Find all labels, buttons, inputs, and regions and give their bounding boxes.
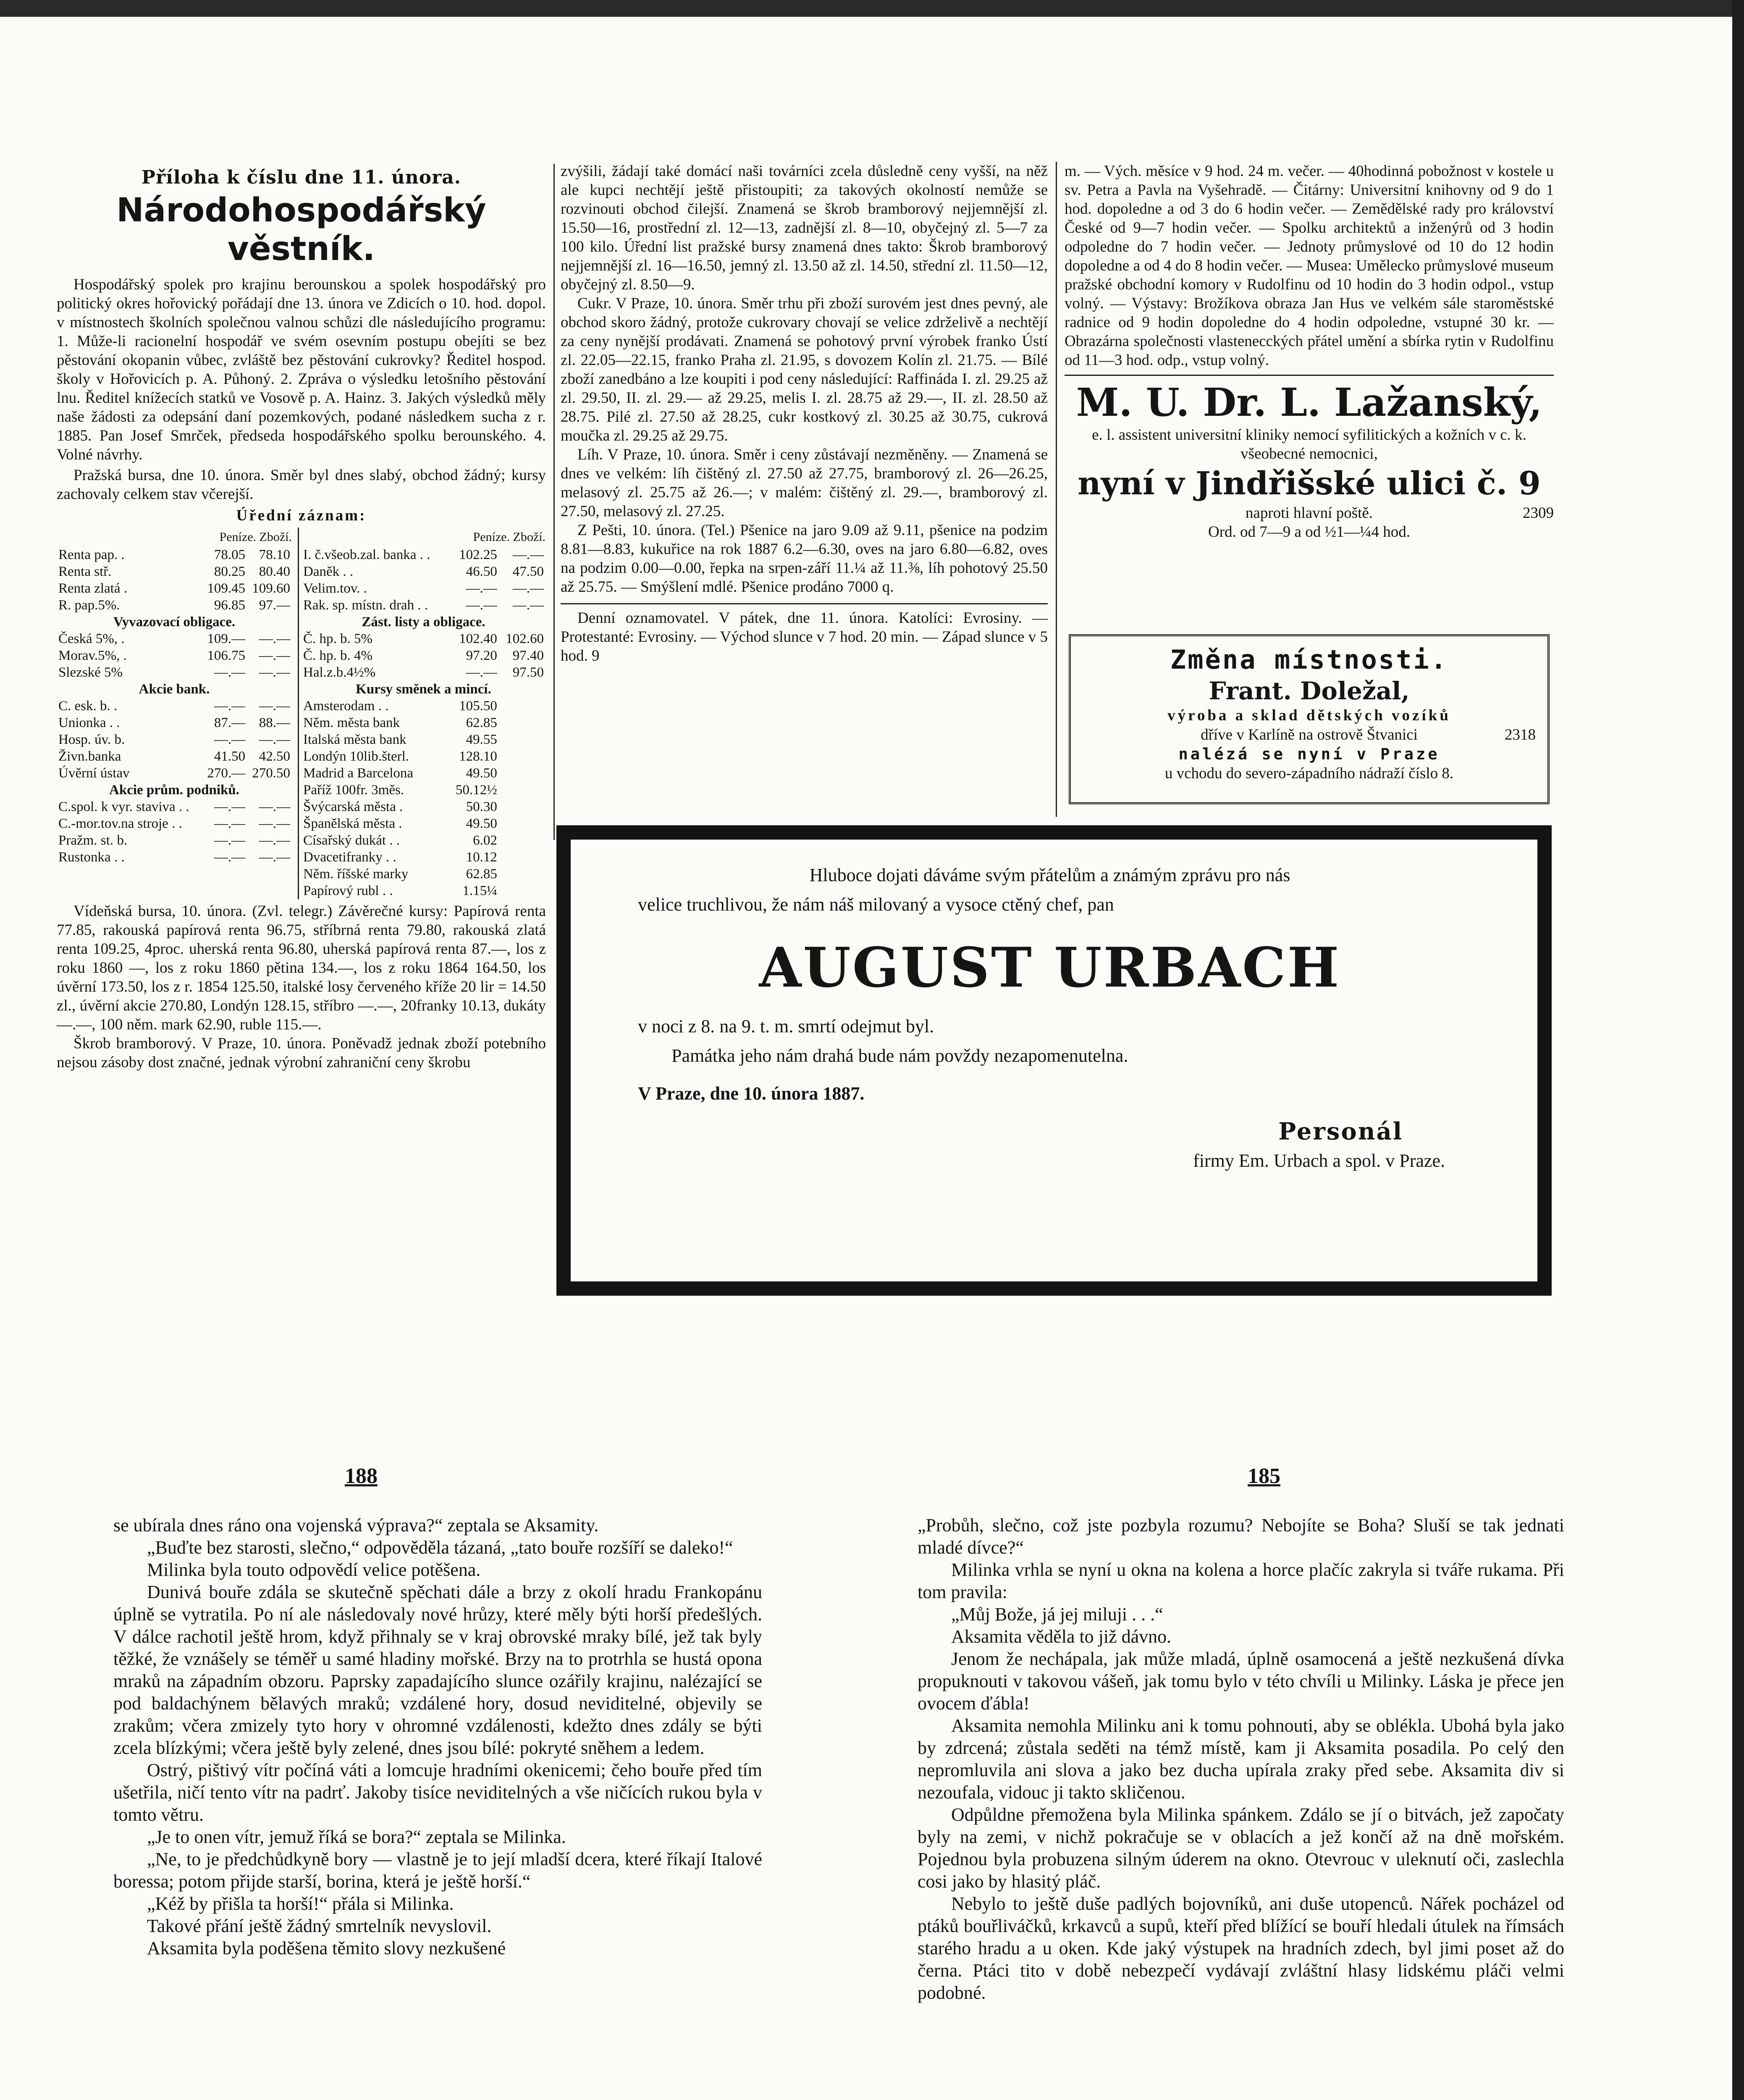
quote-right-ask	[499, 748, 545, 765]
quotes-left-table	[57, 546, 292, 866]
quote-right-row	[302, 630, 545, 647]
relocation-line-1: výroba a sklad dětských vozíků	[1167, 707, 1451, 724]
mourning-personal: Personál	[1278, 1118, 1403, 1145]
top-border	[0, 0, 1744, 17]
quote-right-label: Něm. města bank	[303, 715, 400, 730]
quote-left-ask: 270.50	[252, 766, 290, 781]
quote-left-label: Rustonka . .	[58, 850, 125, 865]
quote-left-label: Česká 5%, .	[58, 631, 125, 646]
relocation-line-3: nalézá se nyní v Praze	[1178, 745, 1440, 763]
quote-left-label: Renta stř.	[58, 564, 112, 579]
doctor-name: M. U. Dr. L. Lažanský,	[1076, 380, 1542, 425]
quote-right-bid: 6.02	[473, 833, 497, 848]
supplement-title: Příloha k číslu dne 11. února.	[141, 167, 462, 188]
doctor-hours: Ord. od 7—9 a od ½1—¼4 hod.	[1208, 523, 1410, 541]
quote-right-row	[302, 546, 545, 563]
quotes-title: Úřední záznam:	[236, 507, 367, 524]
quote-left-label: Renta zlatá .	[58, 581, 128, 596]
relocation-ad-number: 2318	[1505, 726, 1536, 743]
quote-left-label: C.-mor.tov.na stroje . .	[58, 816, 182, 831]
doctor-address-heading: nyní v Jindřišské ulici č. 9	[1078, 465, 1541, 502]
relocation-line-2: dříve v Karlíně na ostrově Štvanici	[1201, 726, 1418, 743]
quote-left-bid: —.—	[214, 833, 246, 848]
quote-left-ask: —.—	[259, 732, 290, 747]
column-rule-2	[1056, 162, 1057, 817]
quote-left-row	[57, 681, 292, 698]
quote-right-row	[302, 563, 545, 580]
right-border	[1732, 0, 1744, 2100]
quote-right-row	[302, 714, 545, 731]
quote-left-row	[57, 782, 292, 798]
story-paragraph: Nebylo to ještě duše padlých bojovníků, ani duše utopenců. Nářek pocházel od ptáků bouřliváčků, krkavců a supů, kteří před blížící se bouří hledali útulek na římsách starého hradu a u oken. Kde jaký výstupek na hradních zdech, byl jimi poset až do černa. Ptáci tito v době nebezpečí vydávají zvláštní hlasy lidskému pláči velmi podobné.	[918, 1893, 1564, 2003]
quote-left-row	[57, 563, 292, 580]
quote-right-label: Paříž 100fr. 3měs.	[303, 782, 404, 798]
quote-left-row	[57, 630, 292, 647]
quote-right-row	[302, 614, 545, 630]
rule-doctor	[1065, 375, 1554, 376]
paragraph-meeting: Hospodářský spolek pro krajinu berounskou a spolek hospodářský pro politický okres hořovický pořádají dne 13. února ve Zdicích o 10. hod. dopol. v místnostech školních společnou valnou schůzi dle následujícího programu: 1. Může-li racionelní hospodář ve svém osevním postupu obejíti se bez pěstování okopanin vůbec, zvláště bez pěstování cukrovky? Ředitel hospod. školy v Hořovicích p. A. Půhoný. 2. Zpráva o výsledku letošního pěstování lnu. Ředitel knížecích statků ve Vosově p. A. Hainz. 3. Jakých výsledků měly naše žádosti za odepsání daní pozemkových, podané následkem sucha z r. 1885. Pan Josef Smrček, předseda hospodářského spolku berounského. 4. Volné návrhy.	[57, 276, 546, 463]
paragraph-vienna-bourse: Vídeňská bursa, 10. února. (Zvl. telegr.) Závěrečné kursy: Papírová renta 77.85, rakouská papírová renta 96.75, stříbrná renta 79.80, rakouská zlatá renta 109.25, 4proc. uherská renta 96.80, uherská papírová renta 87.—, los z roku 1860 —, los z roku 1860 pětina 134.—, los z roku 1864 164.50, los úvěrní 173.50, los z r. 1854 125.50, italské losy červeného kříže 20 lir = 14.50 zl., úvěrní akcie 270.80, Londýn 128.15, stříbro —.—, 20franky 10.13, dukáty —.—, 100 něm. mark 62.90, ruble 115.—.	[57, 903, 546, 1033]
quote-right-ask	[499, 882, 545, 899]
mourning-line-3: v noci z 8. na 9. t. m. smrtí odejmut byl.	[638, 1016, 934, 1037]
quote-left-section-heading: Vyvazovací obligace.	[113, 614, 236, 630]
quote-right-row	[302, 647, 545, 664]
quote-right-label: Velim.tov. .	[303, 581, 367, 596]
quote-right-row	[302, 664, 545, 681]
quote-left-ask: 42.50	[259, 749, 290, 764]
quote-left-ask: 88.—	[259, 715, 290, 730]
section-title: Národohospodářský věstník.	[116, 192, 486, 268]
mourning-line-4: Památka jeho nám drahá bude nám povždy nezapomenutelna.	[671, 1045, 1128, 1066]
quote-right-row	[302, 698, 545, 714]
quote-left-label: Úvěrní ústav	[58, 766, 130, 781]
quote-left-bid: 78.05	[214, 547, 246, 562]
story-paragraph: Dunivá bouře zdála se skutečně spěchati dále a brzy z okolí hradu Frankopánu úplně se vytratila. Po ní ale následovaly nové hrůzy, které měly býti horší předešlých. V dálce rachotil ještě hrom, když přihnaly se v kraj obrovské mraky bílé, jež tak byly těžké, že vznášely se téměř u samé hladiny mořské. Brzy na to protrhla se hustá opona mraků na západním obzoru. Paprsky zapadajícího slunce ozářily krajinu, nalézající se pod baldachýnem bělavých mraků; vzdálené hory, dosud neviditelné, objevily se zrakům; včera zmizely tyto hory v ohromné vzdálenosti, kdežto dnes zdály se býti zcela blízkými; včera ještě byly zelené, dnes jsou bílé: pokryté sněhem a ledem.	[113, 1582, 762, 1758]
quote-right-label: Něm. říšské marky	[303, 866, 409, 882]
quote-right-row	[302, 782, 545, 798]
quote-right-ask	[499, 765, 545, 782]
story-paragraph: Ostrý, pištivý vítr počíná váti a lomcuje hradními okenicemi; čeho bouře před tím ušetřila, ničí tento vítr na padrť. Jakoby tisíce neviditelných a vše ničících rukou byla v tomto větru.	[113, 1760, 762, 1825]
quote-right-bid: 62.85	[466, 715, 497, 730]
quote-left-row	[57, 714, 292, 731]
quote-left-bid: 96.85	[214, 598, 246, 613]
mourning-line-1: Hluboce dojati dáváme svým přátelům a známým zprávu pro nás	[809, 865, 1290, 885]
quote-right-ask: 97.40	[512, 648, 544, 663]
quote-right-row	[302, 866, 545, 882]
quotes-right-header: Peníze. Zboží.	[473, 530, 545, 544]
column-notices	[1065, 162, 1554, 541]
quote-left-bid: 270.—	[207, 766, 246, 781]
quote-left-row	[57, 815, 292, 832]
quote-right-section-heading: Kursy směnek a mincí.	[356, 682, 491, 697]
quote-right-bid: 46.50	[466, 564, 497, 579]
story-paragraph: Jenom že nechápala, jak může mladá, úplně osamocená a ještě nezkušená dívka propuknouti v takovou vášeň, jak tomu bylo v této chvíli u Milinky. Láska je přece jen ovocem ďábla!	[918, 1648, 1564, 1714]
quote-left-bid: 106.75	[207, 648, 246, 663]
story-paragraph: „Je to onen vítr, jemuž říká se bora?“ zeptala se Milinka.	[147, 1827, 566, 1847]
quote-left-ask: 78.10	[259, 547, 290, 562]
quotes-left-header: Peníze. Zboží.	[219, 530, 292, 544]
quotes-left	[57, 528, 292, 899]
story-paragraph: „Kéž by přišla ta horší!“ přála si Milinka.	[147, 1893, 454, 1914]
doctor-address-line	[1065, 504, 1554, 522]
quote-left-ask: 97.—	[259, 598, 290, 613]
quote-right-row	[302, 731, 545, 748]
page-number-right: 185	[1248, 1464, 1280, 1488]
quote-left-section-heading: Akcie prům. podniků.	[109, 782, 239, 798]
quote-right-ask	[499, 782, 545, 798]
quote-right-label: I. č.všeob.zal. banka . .	[303, 547, 430, 562]
column-markets	[561, 162, 1048, 665]
quote-left-label: Hosp. úv. b.	[58, 732, 125, 747]
quote-left-ask: —.—	[259, 698, 290, 714]
quote-right-ask: —.—	[512, 581, 544, 596]
mourning-firm: firmy Em. Urbach a spol. v Praze.	[1193, 1150, 1445, 1171]
quote-left-ask: 80.40	[259, 564, 290, 579]
paragraph-daily-cont: m. — Vých. měsíce v 9 hod. 24 m. večer. — 40hodinná pobožnost v kostele u sv. Petra a Pavla na Vyšehradě. — Čitárny: Universitní knihovny od 9 do 1 hod. dopoledne a od 3 do 6 hodin večer. — Zemědělské rady pro království České od 9—7 hodin večer. — Spolku architektů a inženýrů od 3 hodin odpoledne do 7 hodin večer. — Jednoty průmyslové od 10 do 12 hodin dopoledne a od 4 do 8 hodin večer. — Musea: Umělecko průmyslové museum pražské obchodní komory v Rudolfinu od 10 hodin do 3 hodin odpol., vstup volný. — Výstavy: Brožíkova obraza Jan Hus ve velkém sále staroměstské radnice od 9 hodin dopoledne do 4 hodin odpoledne, vstupné 30 kr. — Obrazárna společnosti vlastenecckých přátel umění a sbírka rytin v Rudolfinu od 11—3 hod. odp., vstup volný.	[1065, 163, 1554, 369]
quote-right-bid: 49.50	[466, 766, 497, 781]
story-paragraph: Aksamita byla poděšena těmito slovy nezkušené	[147, 1938, 506, 1958]
quote-left-row	[57, 580, 292, 597]
quote-right-ask: 47.50	[512, 564, 544, 579]
quote-left-ask: —.—	[259, 833, 290, 848]
quote-right-label: Dvacetifranky . .	[303, 850, 396, 865]
quote-right-row	[302, 815, 545, 832]
quote-left-label: C. esk. b. .	[58, 698, 118, 714]
quote-right-bid: 50.30	[466, 799, 497, 814]
quote-left-ask: —.—	[259, 631, 290, 646]
quote-left-row	[57, 748, 292, 765]
story-right-column	[918, 1514, 1564, 2004]
quote-left-label: Živn.banka	[58, 749, 121, 764]
quote-left-label: Pražm. st. b.	[58, 833, 128, 848]
quote-left-bid: 87.—	[214, 715, 246, 730]
quote-left-bid: —.—	[214, 698, 246, 714]
quote-left-label: Slezské 5%	[58, 665, 123, 680]
quote-left-ask: —.—	[259, 648, 290, 663]
quote-left-row	[57, 765, 292, 782]
quote-left-bid: —.—	[214, 665, 246, 680]
quote-right-label: Daněk . .	[303, 564, 354, 579]
quote-right-row	[302, 798, 545, 815]
quote-right-bid: 10.12	[466, 850, 497, 865]
quote-right-bid: 62.85	[466, 866, 497, 882]
quote-right-label: Č. hp. b. 5%	[303, 631, 372, 646]
quote-right-ask	[499, 832, 545, 849]
quote-right-label: Londýn 10lib.šterl.	[303, 749, 409, 764]
quote-right-label: Italská města bank	[303, 732, 406, 747]
story-paragraph: „Buďte bez starosti, slečno,“ odpověděla tázaná, „tato bouře rozšíří se daleko!“	[147, 1537, 733, 1558]
quote-left-row	[57, 664, 292, 681]
quote-left-section-heading: Akcie bank.	[139, 682, 210, 697]
quote-right-bid: 1.15¼	[462, 883, 497, 898]
quote-right-ask: 102.60	[506, 631, 544, 646]
quote-left-bid: 109.—	[207, 631, 246, 646]
quote-right-bid: 97.20	[466, 648, 497, 663]
quote-left-bid: 80.25	[214, 564, 246, 579]
quote-right-ask	[499, 698, 545, 714]
quote-right-label: Č. hp. b. 4%	[303, 648, 372, 663]
quote-left-bid: 41.50	[214, 749, 246, 764]
quote-left-bid: 109.45	[207, 581, 246, 596]
quote-left-row	[57, 731, 292, 748]
quote-right-ask	[499, 714, 545, 731]
quote-right-label: Císařský dukát . .	[303, 833, 400, 848]
quote-right-bid: —.—	[466, 581, 497, 596]
quote-left-label: Morav.5%, .	[58, 648, 127, 663]
story-paragraph: Aksamita nemohla Milinku ani k tomu pohnouti, aby se oblékla. Ubohá byla jako by zdrcená; zůstala seděti na témž místě, kam ji Aksamita posadila. Po celý den nepromluvila ani slova a jako bez ducha upírala zraky před sebe. Aksamita div si nezoufala, vidouc ji takto skličenou.	[918, 1715, 1564, 1803]
quote-left-row	[57, 546, 292, 563]
story-left-column	[113, 1514, 762, 1959]
quote-left-ask: —.—	[259, 850, 290, 865]
quote-right-label: Hal.z.b.4½%	[303, 665, 376, 680]
paragraph-daily: Denní oznamovatel. V pátek, dne 11. února. Katolíci: Evrosiny. — Protestanté: Evrosiny. — Východ slunce v 7 hod. 20 min. — Západ slunce v 5 hod. 9	[561, 609, 1048, 664]
quote-right-label: Rak. sp. místn. drah . .	[303, 598, 428, 613]
quote-right-bid: 49.55	[466, 732, 497, 747]
quote-left-ask: 109.60	[252, 581, 290, 596]
quote-right-bid: 50.12½	[455, 782, 497, 798]
mourning-name: AUGUST URBACH	[759, 935, 1341, 1000]
story-paragraph: se ubírala dnes ráno ona vojenská výprava?“ zeptala se Aksamity.	[113, 1515, 599, 1536]
quote-right-label: Papírový rubl . .	[303, 883, 393, 898]
doctor-advert	[1065, 379, 1554, 541]
quote-left-bid: —.—	[214, 732, 246, 747]
story-paragraph: „Můj Bože, já jej miluji . . .“	[951, 1604, 1163, 1625]
relocation-name: Frant. Doležal,	[1209, 677, 1410, 705]
quote-right-row	[302, 580, 545, 597]
quote-left-label: R. pap.5%.	[58, 598, 120, 613]
doctor-description: e. l. assistent universitní kliniky nemocí syfilitických a kožních v c. k. všeobecné nemocnici,	[1092, 426, 1526, 462]
quote-left-row	[57, 798, 292, 815]
quote-right-row	[302, 849, 545, 866]
quote-right-row	[302, 882, 545, 899]
story-paragraph: „Ne, to je předchůdkyně bory — vlastně je to její mladší dcera, které říkají Italové boressa; potom přijde starší, borina, která je ještě horší.“	[113, 1849, 762, 1892]
quote-right-row	[302, 681, 545, 698]
page-number-left: 188	[345, 1464, 378, 1488]
quote-right-ask: 97.50	[512, 665, 544, 680]
quote-left-ask: —.—	[259, 799, 290, 814]
relocation-line-2-wrap	[1083, 725, 1536, 745]
rule-daily	[561, 603, 1048, 604]
column-economics	[57, 168, 546, 1072]
relocation-title: Změna místnosti.	[1170, 644, 1448, 675]
column-rule-1	[553, 164, 555, 840]
quotes-right-table	[302, 546, 545, 899]
quote-right-bid: 49.50	[466, 816, 497, 831]
quote-left-bid: —.—	[214, 850, 246, 865]
quote-right-bid: 128.10	[459, 749, 497, 764]
story-paragraph: Milinka byla touto odpovědí velice potěšena.	[147, 1559, 481, 1580]
quote-left-row	[57, 849, 292, 866]
quote-right-row	[302, 832, 545, 849]
quote-right-ask	[499, 798, 545, 815]
quote-left-label: C.spol. k vyr. stavivа . .	[58, 799, 189, 814]
paragraph-starch-cont: zvýšili, žádají také domácí naši továrníci zcela důsledně ceny vyšší, na něž ale kupci nechtějí ještě přistoupiti; za takových okolností nemůže se rozvinouti obchod čilejší. Znamená se škrob bramborový nejjemnější zl. 15.50—16, prostřední zl. 12—13, zadnější zl. 8—10, obyčejný zl. 5—7 za 100 kilo. Úřední list pražské bursy znamená dnes takto: Škrob bramborový nejjemnější zl. 16—16.50, jemný zl. 13.50 až zl. 14.50, střední zl. 11.50—12, obyčejný zl. 8.50—9.	[561, 163, 1048, 293]
quote-left-bid: —.—	[214, 799, 246, 814]
quotes-tables	[57, 528, 546, 899]
quote-right-bid: 102.40	[459, 631, 497, 646]
quote-right-ask: —.—	[512, 547, 544, 562]
quote-left-ask: —.—	[259, 816, 290, 831]
relocation-advert	[1069, 634, 1550, 804]
quote-right-ask	[499, 849, 545, 866]
story-paragraph: Takové přání ještě žádný smrtelník nevyslovil.	[147, 1916, 492, 1936]
story-paragraph: „Probůh, slečno, což jste pozbyla rozumu? Nebojíte se Boha? Sluší se tak jednati mladé dívce?“	[918, 1515, 1564, 1558]
story-paragraph: Odpůldne přemožena byla Milinka spánkem. Zdálo se jí o bitvách, jež započaty byly na zemi, v nichž pokračuje se v oblacích a jež končí až na dně mořském. Pojednou byla probuzena silným úderem na okno. Otevrouc v uleknutí oči, zaslechla cosi jako by hlasitý pláč.	[918, 1804, 1564, 1892]
quote-right-bid: —.—	[466, 665, 497, 680]
doctor-ad-number: 2309	[1523, 504, 1554, 522]
quote-right-label: Madrid a Barcelona	[303, 766, 414, 781]
paragraph-starch: Škrob bramborový. V Praze, 10. února. Poněvadž jednak zboží potebního nejsou zásoby dost značné, jednak výrobní zahraniční ceny škrobu	[57, 1035, 546, 1071]
quote-right-bid: 102.25	[459, 547, 497, 562]
quote-right-ask	[499, 866, 545, 882]
quote-right-ask	[499, 815, 545, 832]
quote-left-row	[57, 832, 292, 849]
quote-left-bid: —.—	[214, 816, 246, 831]
quote-right-ask: —.—	[512, 598, 544, 613]
quote-left-row	[57, 647, 292, 664]
quote-right-row	[302, 748, 545, 765]
mourning-date: V Praze, dne 10. února 1887.	[638, 1083, 865, 1104]
quote-right-row	[302, 597, 545, 614]
mourning-notice	[556, 825, 1552, 1296]
paragraph-pest: Z Pešti, 10. února. (Tel.) Pšenice na jaro 9.09 až 9.11, pšenice na podzim 8.81—8.83, kukuřice na rok 1887 6.2—6.30, oves na jaro 6.80—6.82, oves na podzim 0.00—0.00, řepka na srpen-září 11.¼ až 11.⅜, líh pohotový 25.50 až 25.75. — Smýšlení mdlé. Pšenice prodáno 7000 q.	[561, 522, 1048, 596]
quotes-right	[298, 528, 545, 899]
quote-right-row	[302, 765, 545, 782]
story-paragraph: Milinka vrhla se nyní u okna na kolena a horce plačíc zakryla si tváře rukama. Při tom pravila:	[918, 1559, 1564, 1602]
quote-left-ask: —.—	[259, 665, 290, 680]
quote-left-row	[57, 597, 292, 614]
quote-right-bid: —.—	[466, 598, 497, 613]
quote-right-label: Švýcarská města .	[303, 799, 403, 814]
quote-right-label: Španělská města .	[303, 816, 402, 831]
paragraph-sugar: Cukr. V Praze, 10. února. Směr trhu při zboží surovém jest dnes pevný, ale obchod skoro žádný, protože cukrovary chovají se velice zdrželivě a nechtějí za ceny nynější prodávati. Znamená se pohotový první výrobek franko Ústí zl. 22.05—22.15, franko Praha zl. 21.95, s dovozem Kolín zl. 21.75. — Bílé zboží zanedbáno a lze koupiti i pod ceny následující: Raffináda I. zl. 29.25 až zl. 29.50, II. zl. 29.— až 29.25, melis I. zl. 28.75 až 29.—, II. zl. 28.50 až 28.75. Pilé zl. 27.50 až 28.25, cukr kostkový zl. 30.25 až 30.75, cukrová moučka zl. 29.25 až 29.75.	[561, 295, 1048, 444]
mourning-line-2: velice truchlivou, že nám náš milovaný a vysoce ctěný chef, pan	[638, 894, 1114, 915]
relocation-line-4: u vchodu do severo-západního nádraží číslo 8.	[1164, 765, 1454, 782]
quote-left-label: Unionka . .	[58, 715, 120, 730]
paragraph-spirits: Líh. V Praze, 10. února. Směr i ceny zůstávají nezměněny. — Znamená se dnes ve velkém: líh čištěný zl. 27.50 až 27.75, bramborový zl. 26—26.25, melasový zl. 25.75 až 26.—; v malém: čištěný zl. 29.—, bramborový zl. 27.50, melasový zl. 27.25.	[561, 446, 1048, 520]
doctor-address: naproti hlavní poště.	[1245, 504, 1373, 522]
quote-right-label: Amsterodam . .	[303, 698, 389, 714]
quote-right-bid: 105.50	[459, 698, 497, 714]
quote-left-label: Renta pap. .	[58, 547, 125, 562]
story-paragraph: Aksamita věděla to již dávno.	[951, 1626, 1172, 1647]
quote-right-ask	[499, 731, 545, 748]
quote-right-section-heading: Zást. listy a obligace.	[362, 614, 485, 630]
paragraph-prague-bourse: Pražská bursa, dne 10. února. Směr byl dnes slabý, obchod žádný; kursy zachovaly celkem stav včerejší.	[57, 467, 546, 503]
quote-left-row	[57, 614, 292, 630]
quote-left-row	[57, 698, 292, 714]
